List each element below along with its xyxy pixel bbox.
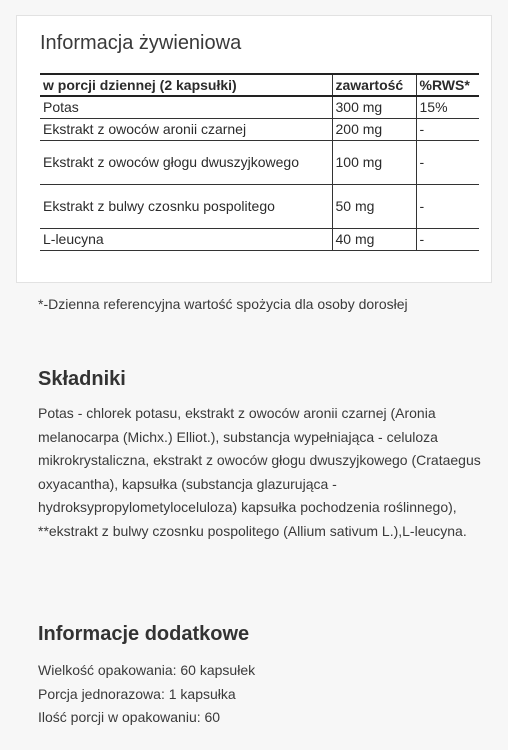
- row-name: Ekstrakt z owoców głogu dwuszyjkowego: [40, 140, 332, 184]
- row-rws: -: [416, 184, 479, 228]
- header-portion: w porcji dziennej (2 kapsułki): [40, 74, 332, 96]
- ingredients-text: Potas - chlorek potasu, ekstrakt z owoców aronii czarnej (Aronia melanocarpa (Michx.) Elliot.), substancja wypełniająca - celuloza mikrokrystaliczna, ekstrakt z owoców głogu dwuszyjkowego (Crataegus oxyacantha), kapsułka (substancja glazurująca - hydroksypropylometyloceluloza) kapsułka pochodzenia roślinnego), **ekstrakt z bulwy czosnku pospolitego (Allium sativum L.),L-leucyna.: [38, 405, 481, 539]
- table-row: [40, 118, 479, 140]
- row-name: Ekstrakt z bulwy czosnku pospolitego: [40, 184, 332, 228]
- row-amount: 40 mg: [332, 228, 416, 250]
- row-rws: -: [416, 140, 479, 184]
- nutrition-table: [40, 73, 479, 251]
- row-rws: -: [416, 118, 479, 140]
- row-name: L-leucyna: [40, 228, 332, 250]
- nutrition-title: Informacja żywieniowa: [40, 32, 242, 54]
- table-row: [40, 184, 479, 228]
- row-amount: 200 mg: [332, 118, 416, 140]
- row-amount: 50 mg: [332, 184, 416, 228]
- table-row: [40, 140, 479, 184]
- list-item: Porcja jednorazowa: 1 kapsułka: [38, 685, 236, 702]
- table-row: [40, 228, 479, 250]
- row-rws: 15%: [416, 96, 479, 118]
- rws-footnote: *-Dzienna referencyjna wartość spożycia dla osoby dorosłej: [38, 296, 408, 312]
- additional-info-list: [38, 659, 478, 730]
- nutrition-card: [16, 15, 492, 283]
- header-content: zawartość: [332, 74, 416, 96]
- list-item: Ilość porcji w opakowaniu: 60: [38, 709, 221, 725]
- row-rws: -: [416, 228, 479, 250]
- row-name: Ekstrakt z owoców aronii czarnej: [40, 118, 332, 140]
- row-amount: 100 mg: [332, 140, 416, 184]
- header-rws: %RWS*: [416, 74, 479, 96]
- ingredients-heading: Składniki: [38, 368, 126, 390]
- row-name: Potas: [40, 96, 332, 118]
- additional-info-heading: Informacje dodatkowe: [38, 623, 250, 645]
- nutrition-table-header-row: [40, 74, 479, 96]
- table-row: [40, 96, 479, 118]
- row-amount: 300 mg: [332, 96, 416, 118]
- list-item: Wielkość opakowania: 60 kapsułek: [38, 662, 256, 678]
